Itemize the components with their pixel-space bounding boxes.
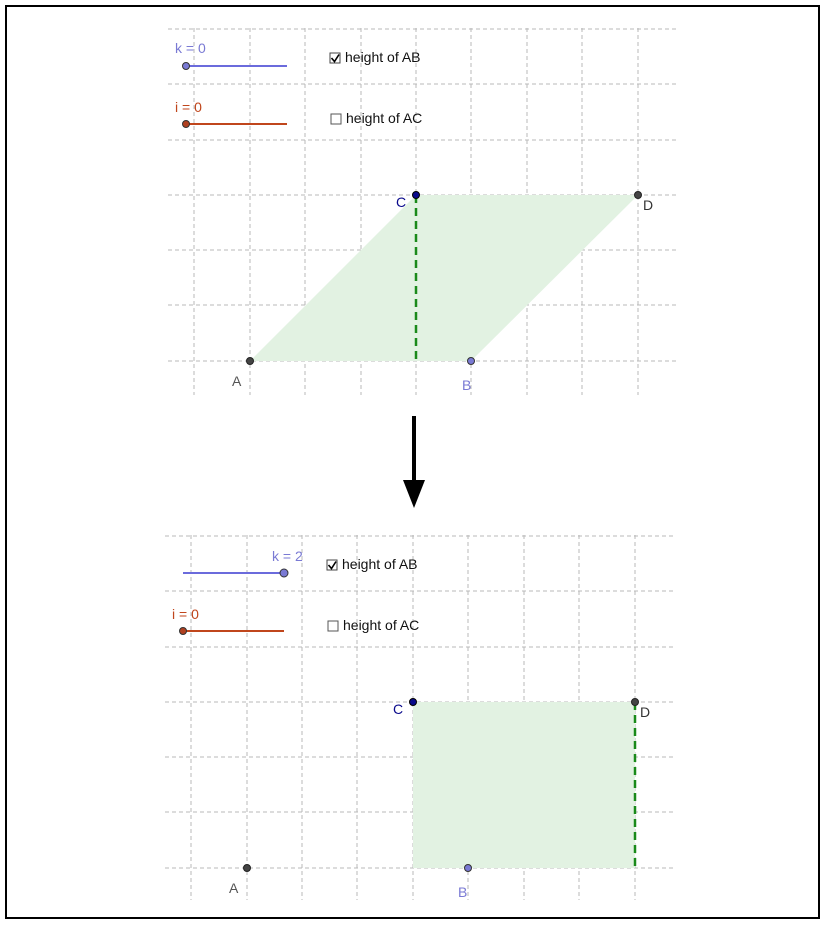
slider-k-handle[interactable] (183, 63, 190, 70)
checkbox-height-ac[interactable] (328, 617, 419, 633)
point-b-label: B (462, 377, 472, 393)
checkbox-box[interactable] (331, 114, 341, 124)
slider-k-handle[interactable] (280, 569, 288, 577)
point-a-label: A (232, 373, 242, 389)
point-c[interactable] (413, 192, 420, 199)
point-c[interactable] (410, 699, 417, 706)
point-d[interactable] (632, 699, 639, 706)
point-d[interactable] (635, 192, 642, 199)
down-arrow-icon (403, 416, 425, 508)
checkbox-label: height of AC (346, 110, 423, 126)
checkbox-height-ab[interactable] (327, 556, 418, 572)
point-a[interactable] (247, 358, 254, 365)
checkbox-height-ab[interactable] (330, 49, 421, 65)
point-d-label: D (640, 704, 651, 720)
slider-k-label: k = 0 (175, 40, 206, 56)
point-b[interactable] (468, 358, 475, 365)
slider-i-handle[interactable] (183, 121, 190, 128)
parallelogram-fill (413, 702, 635, 868)
checkbox-label: height of AB (345, 49, 421, 65)
point-c-label: C (393, 701, 404, 717)
point-b-label: B (458, 884, 468, 900)
parallelogram-fill (250, 195, 638, 361)
panel-1 (168, 28, 676, 395)
point-b[interactable] (465, 865, 472, 872)
slider-k-label: k = 2 (272, 548, 303, 564)
point-d-label: D (643, 197, 654, 213)
checkbox-label: height of AC (343, 617, 420, 633)
panel-2 (165, 535, 673, 900)
checkbox-height-ac[interactable] (331, 110, 422, 126)
checkbox-box[interactable] (328, 621, 338, 631)
point-a-label: A (229, 880, 239, 896)
point-c-label: C (396, 194, 407, 210)
slider-i-handle[interactable] (180, 628, 187, 635)
point-a[interactable] (244, 865, 251, 872)
checkbox-label: height of AB (342, 556, 418, 572)
slider-i-label: i = 0 (172, 606, 199, 622)
slider-i-label: i = 0 (175, 99, 202, 115)
